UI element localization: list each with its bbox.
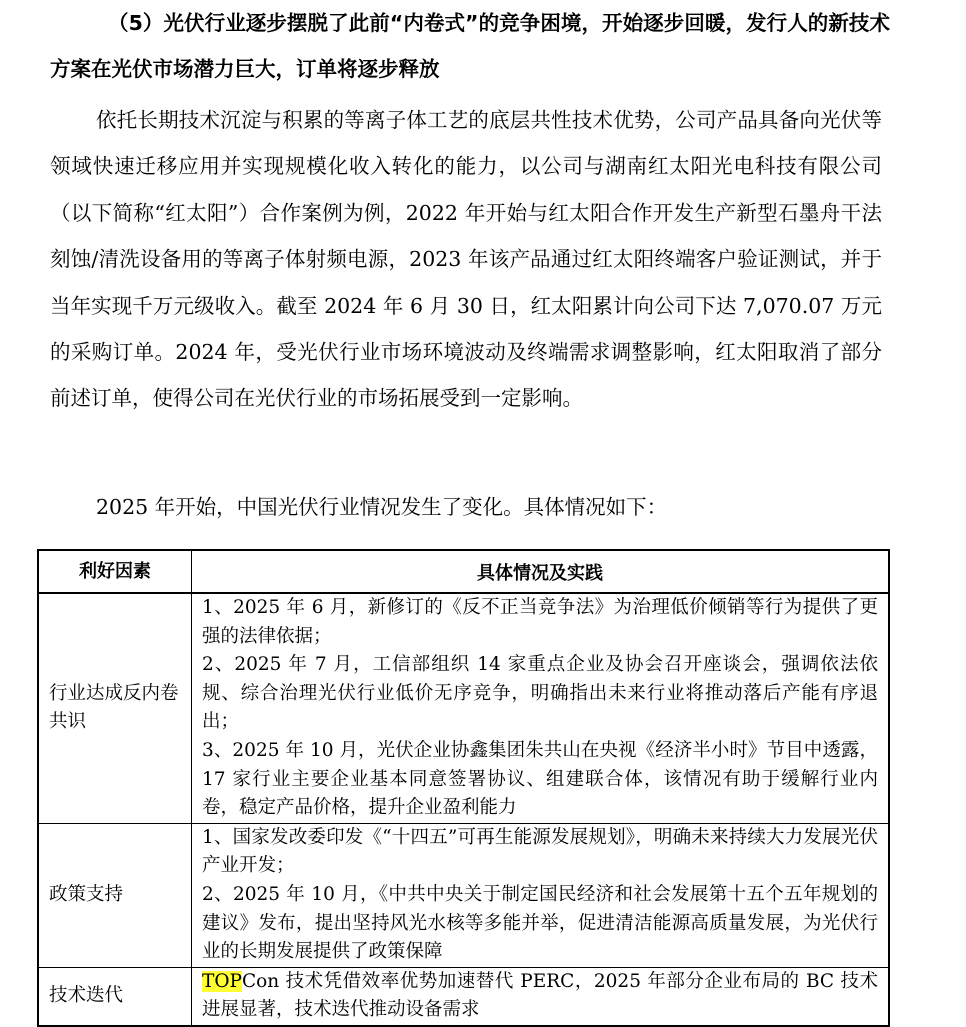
body-paragraph: 依托长期技术沉淀与积累的等离子体工艺的底层共性技术优势，公司产品具备向光伏等领域快速迁移应用并实现规模化收入转化的能力，以公司与湖南红太阳光电科技有限公司（以下简称“红太阳”）合作案例为例，2022 年开始与红太阳合作开发生产新型石墨舟干法刻蚀/清洗设备用的等离子体射频电源，2023 年该产品通过红太阳终端客户验证测试，并于当年实现千万元级收入。截至 2024 年 6 月 30 日，红太阳累计向公司下达 7,070.07 万元的采购订单。2024 年，受光伏行业市场环境波动及终端需求调整影响，红太阳取消了部分前述订单，使得公司在光伏行业的市场拓展受到一定影响。	[50, 108, 882, 411]
column-header-factor: 利好因素	[38, 550, 192, 593]
factor-cell: 行业达成反内卷共识	[38, 593, 192, 823]
section-heading: （5）光伏行业逐步摆脱了此前“内卷式”的竞争困境，开始逐步回暖，发行人的新技术方案在光伏市场潜力巨大，订单将逐步释放	[50, 11, 890, 81]
table-row	[38, 593, 889, 823]
intro-paragraph: 2025 年开始，中国光伏行业情况发生了变化。具体情况如下：	[96, 495, 668, 519]
detail-item: 3、2025 年 10 月，光伏企业协鑫集团朱共山在央视《经济半小时》节目中透露，17 家行业主要企业基本同意签署协议、组建联合体，该情况有助于缓解行业内卷，稳定产品价格，提升企业盈利能力	[202, 739, 878, 819]
column-header-details: 具体情况及实践	[192, 550, 890, 593]
detail-item	[202, 968, 878, 1025]
details-cell	[192, 593, 890, 823]
highlighted-text: TOP	[202, 970, 242, 992]
table-row	[38, 967, 889, 1026]
detail-item: 2、2025 年 10 月，《中共中央关于制定国民经济和社会发展第十五个五年规划的建议》发布，提出坚持风光水核等多能并举，促进清洁能源高质量发展，为光伏行业的长期发展提供了政策保障	[202, 883, 878, 963]
details-cell	[192, 823, 890, 967]
detail-item: 1、国家发改委印发《“十四五”可再生能源发展规划》，明确未来持续大力发展光伏产业开发；	[202, 826, 878, 877]
detail-item: 1、2025 年 6 月，新修订的《反不正当竞争法》为治理低价倾销等行为提供了更强的法律依据；	[202, 597, 878, 647]
favorable-factors-table	[37, 549, 890, 1027]
factor-cell: 政策支持	[38, 823, 192, 967]
details-cell	[192, 967, 890, 1026]
table-header-row	[38, 550, 889, 593]
factor-cell: 技术迭代	[38, 967, 192, 1026]
detail-text: Con 技术凭借效率优势加速替代 PERC，2025 年部分企业布局的 BC 技术进展显著，技术迭代推动设备需求	[202, 970, 878, 1021]
detail-item: 2、2025 年 7 月，工信部组织 14 家重点企业及协会召开座谈会，强调依法依规、综合治理光伏行业低价无序竞争，明确指出未来行业将推动落后产能有序退出；	[202, 654, 878, 733]
table-row	[38, 823, 889, 967]
